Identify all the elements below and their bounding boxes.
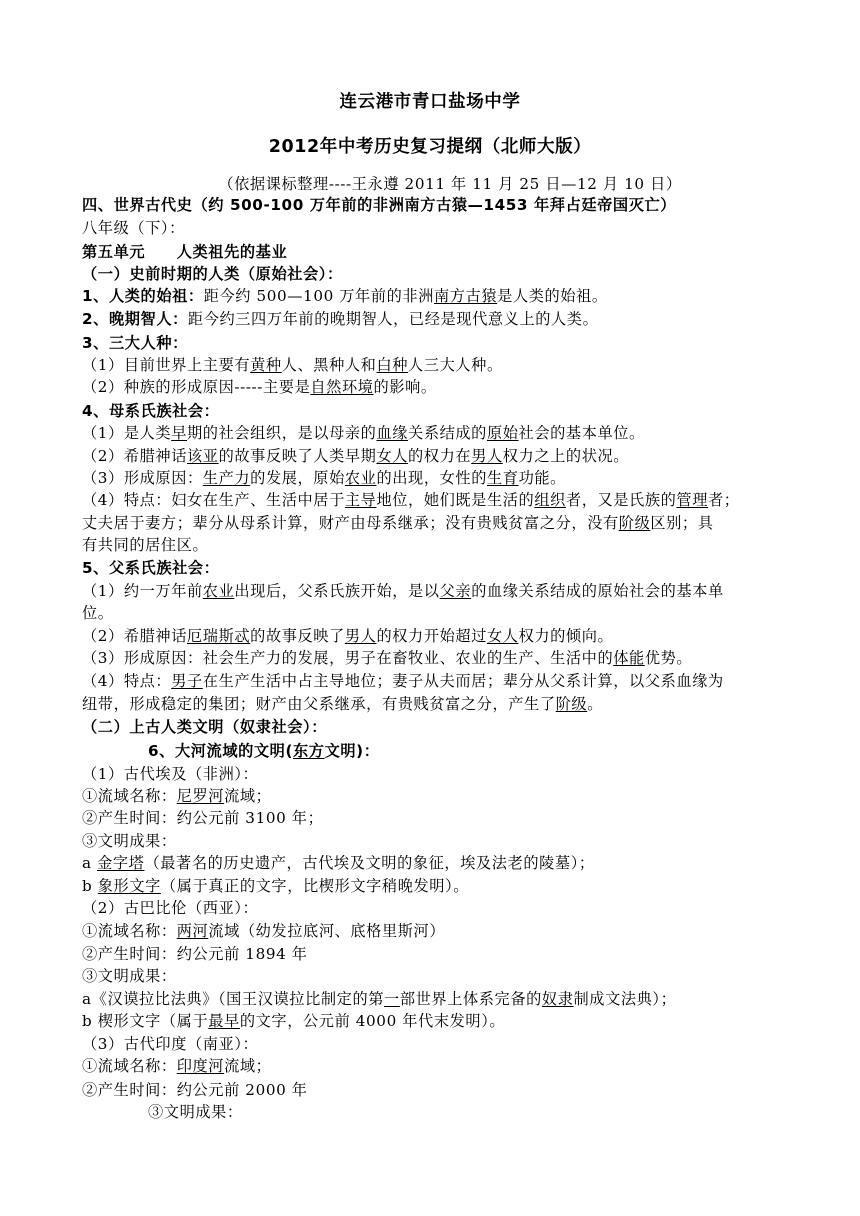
- underlined-keyword: 自然环境: [310, 378, 374, 396]
- underlined-keyword: 生产力: [202, 469, 251, 487]
- outline-line: [82, 490, 792, 511]
- underlined-keyword: 象形文字: [97, 877, 161, 895]
- line-text: （2）古巴比伦（西亚）：: [82, 899, 259, 917]
- line-text: ②产生时间：约公元前 2000 年: [82, 1081, 308, 1099]
- line-text: （4）特点：: [82, 672, 172, 690]
- line-text: 的故事反映了人类早期: [218, 447, 377, 465]
- line-text: 权力之上的状况。: [502, 447, 630, 465]
- line-text: 区别；具: [650, 514, 714, 532]
- line-text: ③文明成果：: [148, 1103, 243, 1121]
- line-text: 的发展，原始: [250, 469, 345, 487]
- underlined-keyword: 印度河: [176, 1057, 225, 1075]
- line-text: ②产生时间：约公元前 3100 年；: [82, 809, 324, 827]
- outline-line: [82, 423, 792, 444]
- outline-line: [82, 876, 792, 897]
- line-text: a: [82, 854, 98, 872]
- outline-line: [82, 853, 792, 874]
- line-text: 在生产生活中占主导地位；妻子从夫而居；辈分从父系计算，以父系血缘为: [202, 672, 724, 690]
- line-text: 流域；: [224, 1057, 272, 1075]
- line-text: （1）目前世界上主要有: [82, 356, 251, 374]
- line-text: 位。: [82, 604, 114, 622]
- line-text: 者；: [708, 491, 740, 509]
- line-text: 有共同的居住区。: [82, 536, 209, 554]
- outline-line: [82, 626, 792, 647]
- underlined-keyword: 管理: [676, 491, 708, 509]
- outline-line: [82, 1080, 792, 1101]
- line-text: 的故事反映了: [250, 627, 345, 645]
- line-text: 部世界上体系完备的: [399, 990, 542, 1008]
- document-title: 2012年中考历史复习提纲（北师大版）: [268, 137, 592, 157]
- line-text: 的出现，女性的: [376, 469, 487, 487]
- line-text: a《汉谟拉比法典》（国王汉谟拉比制定的第: [82, 990, 385, 1008]
- line-text: 的影响。: [373, 378, 437, 396]
- line-text: （3）古代印度（南亚）：: [82, 1035, 259, 1053]
- underlined-keyword: 原始: [486, 424, 519, 442]
- line-text: （3）形成原因：: [82, 469, 203, 487]
- underlined-keyword: 组织: [534, 491, 566, 509]
- outline-line: [82, 513, 792, 534]
- line-text: 人三大人种。: [408, 356, 503, 374]
- outline-line: [82, 921, 792, 942]
- underlined-keyword: 父亲: [439, 582, 472, 600]
- line-text: b 楔形文字（属于: [82, 1012, 209, 1030]
- line-text: ①流域名称：: [82, 1057, 177, 1075]
- outline-line: [82, 966, 792, 987]
- outline-line: [82, 989, 792, 1010]
- underlined-keyword: 黄种: [250, 356, 282, 374]
- outline-line: [82, 808, 792, 829]
- underlined-keyword: 该亚: [187, 447, 219, 465]
- grade-label: 八年级（下）：: [82, 219, 185, 237]
- line-text: （3）形成原因：社会生产力的发展，男子在畜牧业、农业的生产、生活中的: [82, 649, 614, 667]
- underlined-keyword: 主导: [344, 491, 377, 509]
- outline-line: [82, 333, 792, 354]
- underlined-keyword: 男子: [171, 672, 203, 690]
- outline-line: [82, 671, 792, 692]
- line-text: （2）希腊神话: [82, 627, 187, 645]
- underlined-keyword: 最早: [208, 1012, 240, 1030]
- underlined-keyword: 男人: [471, 447, 503, 465]
- bold-label: 4、母系氏族社会：: [82, 402, 220, 420]
- underlined-keyword: 阶级: [555, 695, 588, 713]
- underlined-keyword: 体能: [613, 649, 645, 667]
- line-text: ①流域名称：: [82, 922, 177, 940]
- outline-line: [82, 468, 792, 489]
- outline-line: [82, 1056, 792, 1077]
- line-text: 的血缘关系结成的原始社会的基本单: [471, 582, 724, 600]
- underlined-keyword: 厄瑞斯忒: [187, 627, 251, 645]
- bold-label: 6、大河流域的文明(: [148, 742, 294, 760]
- outline-line: [82, 309, 792, 330]
- outline-line: [82, 535, 792, 556]
- line-text: 地位，她们既是生活的: [376, 491, 535, 509]
- line-text: 期的社会组织，是以母亲的: [187, 424, 377, 442]
- outline-line: [148, 741, 792, 762]
- underlined-keyword: 尼罗河: [176, 787, 225, 805]
- underlined-keyword: 两河: [176, 922, 209, 940]
- outline-line: [82, 648, 792, 669]
- underlined-keyword: 早: [171, 424, 187, 442]
- bold-label: 1、人类的始祖：: [82, 287, 204, 305]
- bold-label: 3、三大人种：: [82, 334, 188, 352]
- bold-label: 5、父系氏族社会：: [82, 559, 220, 577]
- outline-line: [148, 1102, 792, 1123]
- underlined-keyword: 女人: [376, 447, 409, 465]
- outline-line: [82, 401, 792, 422]
- underlined-keyword: 阶级: [618, 514, 651, 532]
- outline-line: [82, 786, 792, 807]
- line-text: 出现后，父系氏族开始，是以: [234, 582, 440, 600]
- line-text: 功能。: [518, 469, 566, 487]
- bold-label: 文明)：: [324, 742, 380, 760]
- line-text: ②产生时间：约公元前 1894 年: [82, 945, 308, 963]
- underlined-keyword: 奴隶: [541, 990, 574, 1008]
- basis-note: （依据课标整理----王永遵 2011 年 11 月 25 日—12 月 10 日）: [218, 175, 682, 193]
- outline-line: [82, 603, 792, 624]
- school-title: 连云港市青口盐场中学: [339, 92, 521, 112]
- underlined-keyword: 一: [384, 990, 400, 1008]
- line-text: 距今约三四万年前的晚期智人，已经是现代意义上的人类。: [187, 310, 599, 328]
- underlined-keyword: 农业: [344, 469, 377, 487]
- bold-label: （二）上古人类文明（奴隶社会）：: [82, 718, 327, 736]
- underlined-keyword: 南方古猿: [434, 287, 498, 305]
- outline-line: [82, 1034, 792, 1055]
- line-text: （1）约一万年前: [82, 582, 203, 600]
- underlined-keyword: 农业: [202, 582, 235, 600]
- part1-heading: （一）史前时期的人类（原始社会）：: [82, 265, 343, 283]
- line-text: 丈夫居于妻方；辈分从母系计算，财产由母系继承；没有贵贱贫富之分，没有: [82, 514, 619, 532]
- line-text: 的权力开始超过: [376, 627, 487, 645]
- outline-line: [82, 558, 792, 579]
- outline-line: [82, 831, 792, 852]
- line-text: 的文字，公元前 4000 年代末发明）。: [239, 1012, 506, 1030]
- underlined-keyword: 生育: [486, 469, 519, 487]
- line-text: 。: [587, 695, 603, 713]
- underlined-keyword: 血缘: [376, 424, 409, 442]
- line-text: （属于真正的文字，比楔形文字稍晚发明）。: [160, 877, 470, 895]
- outline-line: [82, 717, 792, 738]
- line-text: 流域（幼发拉底河、底格里斯河）: [208, 922, 446, 940]
- line-text: ③文明成果：: [82, 832, 177, 850]
- line-text: b: [82, 877, 98, 895]
- outline-line: [82, 286, 792, 307]
- line-text: 纽带，形成稳定的集团；财产由父系继承，有贵贱贫富之分，产生了: [82, 695, 556, 713]
- outline-line: [82, 355, 792, 376]
- line-text: ①流域名称：: [82, 787, 177, 805]
- outline-line: [82, 581, 792, 602]
- underlined-keyword: 金字塔: [97, 854, 145, 872]
- line-text: （1）是人类: [82, 424, 172, 442]
- underlined-keyword: 男人: [344, 627, 377, 645]
- outline-line: [82, 944, 792, 965]
- line-text: 社会的基本单位。: [518, 424, 645, 442]
- section-heading: 四、世界古代史（约 500-100 万年前的非洲南方古猿—1453 年拜占廷帝国灭亡）: [82, 196, 677, 214]
- underlined-keyword: 白种: [376, 356, 409, 374]
- line-text: 关系结成的: [408, 424, 487, 442]
- unit-heading: 第五单元 人类祖先的基业: [82, 243, 288, 261]
- outline-line: [82, 694, 792, 715]
- underlined-keyword: 女人: [486, 627, 519, 645]
- line-text: （1）古代埃及（非洲）：: [82, 765, 259, 783]
- outline-line: [82, 446, 792, 467]
- outline-line: [82, 898, 792, 919]
- outline-line: [82, 1011, 792, 1032]
- line-text: 距今约 500—100 万年前的非洲: [203, 287, 434, 305]
- line-text: 流域；: [224, 787, 272, 805]
- underlined-keyword: 东方: [293, 742, 325, 760]
- bold-label: 2、晚期智人：: [82, 310, 188, 328]
- line-text: （最著名的历史遗产，古代埃及文明的象征，埃及法老的陵墓）；: [144, 854, 595, 872]
- outline-line: [82, 764, 792, 785]
- line-text: （4）特点：妇女在生产、生活中居于: [82, 491, 345, 509]
- line-text: 权力的倾向。: [518, 627, 614, 645]
- line-text: ③文明成果：: [82, 967, 177, 985]
- line-text: （2）种族的形成原因-----主要是: [82, 378, 311, 396]
- line-text: 人、黑种人和: [281, 356, 377, 374]
- line-text: 是人类的始祖。: [497, 287, 608, 305]
- line-text: 优势。: [644, 649, 693, 667]
- line-text: 制成文法典）；: [573, 990, 677, 1008]
- line-text: （2）希腊神话: [82, 447, 187, 465]
- line-text: 的权力在: [408, 447, 472, 465]
- outline-line: [82, 377, 792, 398]
- line-text: 者，又是氏族的: [565, 491, 677, 509]
